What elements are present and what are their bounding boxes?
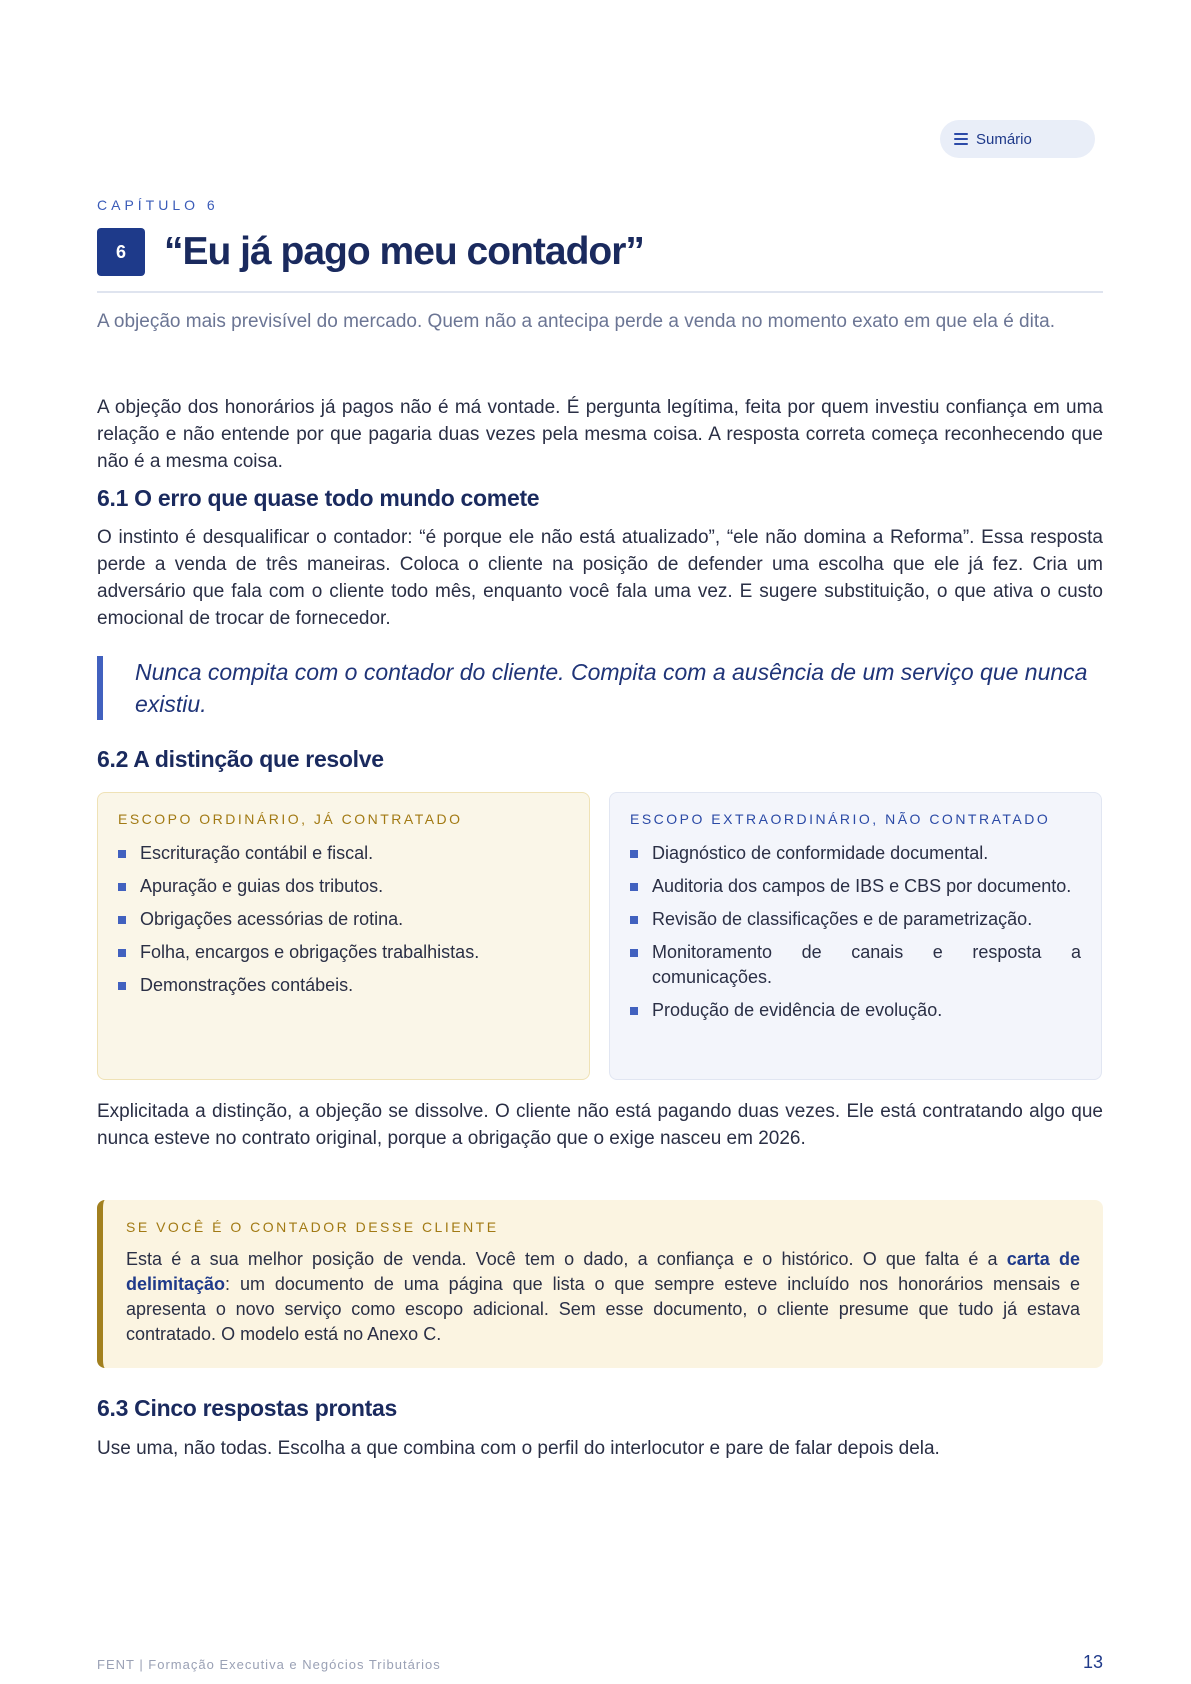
- ordinary-scope-box: [97, 792, 590, 1080]
- chapter-title: “Eu já pago meu contador”: [164, 230, 644, 273]
- callout-emphasis: carta de delimitação: [126, 1249, 1080, 1294]
- chapter-lead: A objeção mais previsível do mercado. Quem não a antecipa perde a venda no momento exato em que ela é dita.: [97, 311, 1055, 332]
- extraordinary-scope-box: [609, 792, 1102, 1080]
- pull-quote: Nunca compita com o contador do cliente. Compita com a ausência de um serviço que nunca existiu.: [97, 656, 1103, 720]
- callout-text-start: Esta é a sua melhor posição de venda. Você tem o dado, a confiança e o histórico. O que falta é a: [126, 1249, 1007, 1269]
- menu-icon: [954, 133, 968, 145]
- list-item: Demonstrações contábeis.: [118, 973, 569, 998]
- list-item: Produção de evidência de evolução.: [630, 998, 1081, 1023]
- ordinary-scope-list: [118, 841, 569, 998]
- list-item: Revisão de classificações e de parametrização.: [630, 907, 1081, 932]
- accountant-callout: [97, 1200, 1103, 1368]
- list-item: Obrigações acessórias de rotina.: [118, 907, 569, 932]
- callout-heading: SE VOCÊ É O CONTADOR DESSE CLIENTE: [126, 1219, 499, 1235]
- chapter-label: CAPÍTULO 6: [97, 197, 219, 213]
- chapter-number-badge: 6: [97, 228, 145, 276]
- summary-button[interactable]: [940, 120, 1095, 158]
- list-item: Monitoramento de canais e resposta a comunicações.: [630, 940, 1081, 990]
- section-6-2-heading: 6.2 A distinção que resolve: [97, 746, 384, 772]
- page-number: 13: [1082, 1652, 1103, 1672]
- section-6-1-paragraph: O instinto é desqualificar o contador: “é porque ele não está atualizado”, “ele não domina a Reforma”. Essa resposta perde a venda de três maneiras. Coloca o cliente na posição de defender uma escolha que ele já fez. Cria um adversário que fala com o cliente todo mês, enquanto você fala uma vez. E sugere substituição, o que ativa o custo emocional de trocar de fornecedor.: [97, 527, 1103, 629]
- section-6-3-paragraph: Use uma, não todas. Escolha a que combina com o perfil do interlocutor e pare de falar depois dela.: [97, 1438, 940, 1459]
- section-6-3-heading: 6.3 Cinco respostas prontas: [97, 1395, 397, 1421]
- summary-label: Sumário: [976, 130, 1032, 148]
- list-item: Apuração e guias dos tributos.: [118, 874, 569, 899]
- list-item: Diagnóstico de conformidade documental.: [630, 841, 1081, 866]
- page: [97, 0, 1103, 1684]
- section-6-1-heading: 6.1 O erro que quase todo mundo comete: [97, 485, 540, 511]
- footer-brand: FENT | Formação Executiva e Negócios Tributários: [97, 1657, 441, 1672]
- ordinary-scope-heading: ESCOPO ORDINÁRIO, JÁ CONTRATADO: [118, 811, 463, 827]
- section-6-2-conclusion: Explicitada a distinção, a objeção se dissolve. O cliente não está pagando duas vezes. Ele está contratando algo que nunca esteve no contrato original, porque a obrigação que o exige nasceu em 2026.: [97, 1101, 1103, 1149]
- callout-text: [126, 1247, 1080, 1347]
- extraordinary-scope-heading: ESCOPO EXTRAORDINÁRIO, NÃO CONTRATADO: [630, 811, 1051, 827]
- list-item: Auditoria dos campos de IBS e CBS por documento.: [630, 874, 1081, 899]
- extraordinary-scope-list: [630, 841, 1081, 1023]
- callout-text-end: : um documento de uma página que lista o que sempre esteve incluído nos honorários mensais e apresenta o novo serviço como escopo adicional. Sem esse documento, o cliente presume que tudo já estava contratado. O modelo está no Anexo C.: [126, 1274, 1080, 1344]
- list-item: Folha, encargos e obrigações trabalhistas.: [118, 940, 569, 965]
- list-item: Escrituração contábil e fiscal.: [118, 841, 569, 866]
- title-divider: [97, 291, 1103, 293]
- intro-paragraph: A objeção dos honorários já pagos não é má vontade. É pergunta legítima, feita por quem investiu confiança em uma relação e não entende por que pagaria duas vezes pela mesma coisa. A resposta correta começa reconhecendo que não é a mesma coisa.: [97, 397, 1103, 472]
